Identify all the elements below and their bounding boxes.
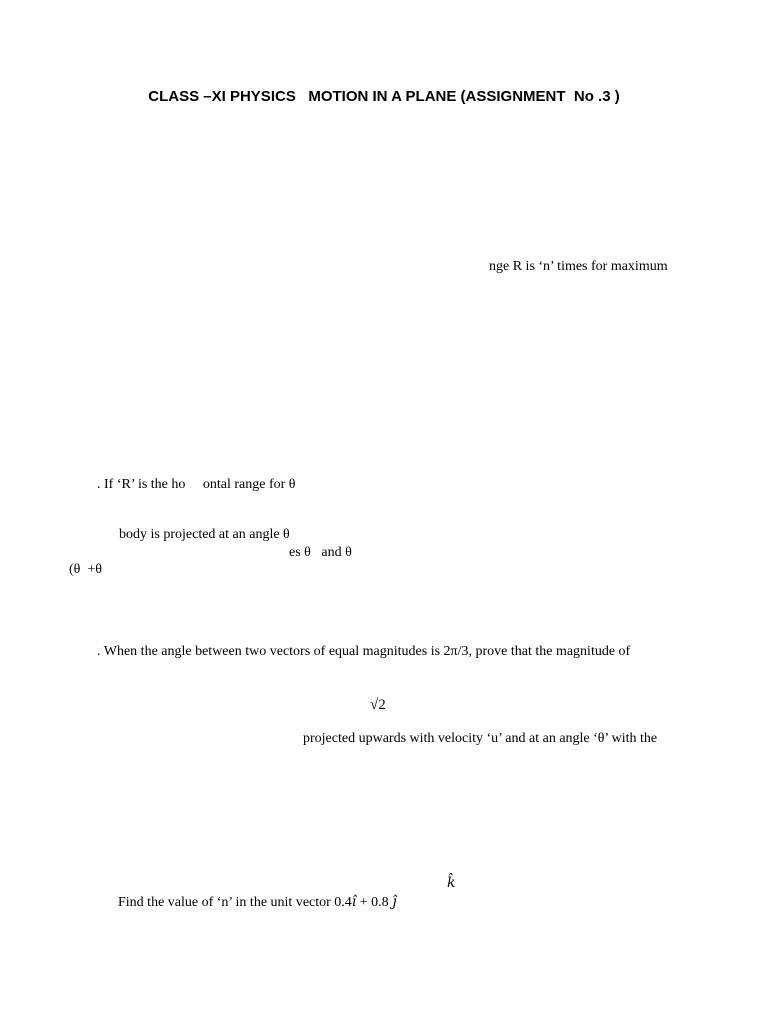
question-fragment-unit-vector	[104, 875, 397, 930]
i-hat-symbol: î	[351, 894, 357, 910]
j-hat-symbol: ĵ	[392, 894, 397, 910]
question-fragment-horizontal-range: . If ‘R’ is the ho ontal range for θ	[97, 477, 296, 492]
unit-vector-plus: + 0.8	[356, 895, 393, 910]
question-fragment-angles: es θ and θ	[289, 545, 352, 560]
k-hat-symbol: k̂	[447, 875, 456, 891]
page-title: CLASS –XI PHYSICS MOTION IN A PLANE (ASSIGNMENT No .3 )	[148, 88, 620, 105]
question-fragment-sqrt-two: √2	[370, 697, 386, 713]
question-fragment-range: nge R is ‘n’ times for maximum	[489, 259, 668, 274]
question-fragment-theta-sum: (θ +θ	[69, 562, 102, 577]
question-fragment-body-projected: body is projected at an angle θ	[119, 527, 290, 542]
question-fragment-vectors: . When the angle between two vectors of equal magnitudes is 2π/3, prove that the magnitude of	[97, 644, 631, 659]
unit-vector-text: Find the value of ‘n’ in the unit vector 0.4	[118, 895, 352, 910]
question-fragment-projectile: projected upwards with velocity ‘u’ and at an angle ‘θ’ with the	[303, 731, 658, 746]
